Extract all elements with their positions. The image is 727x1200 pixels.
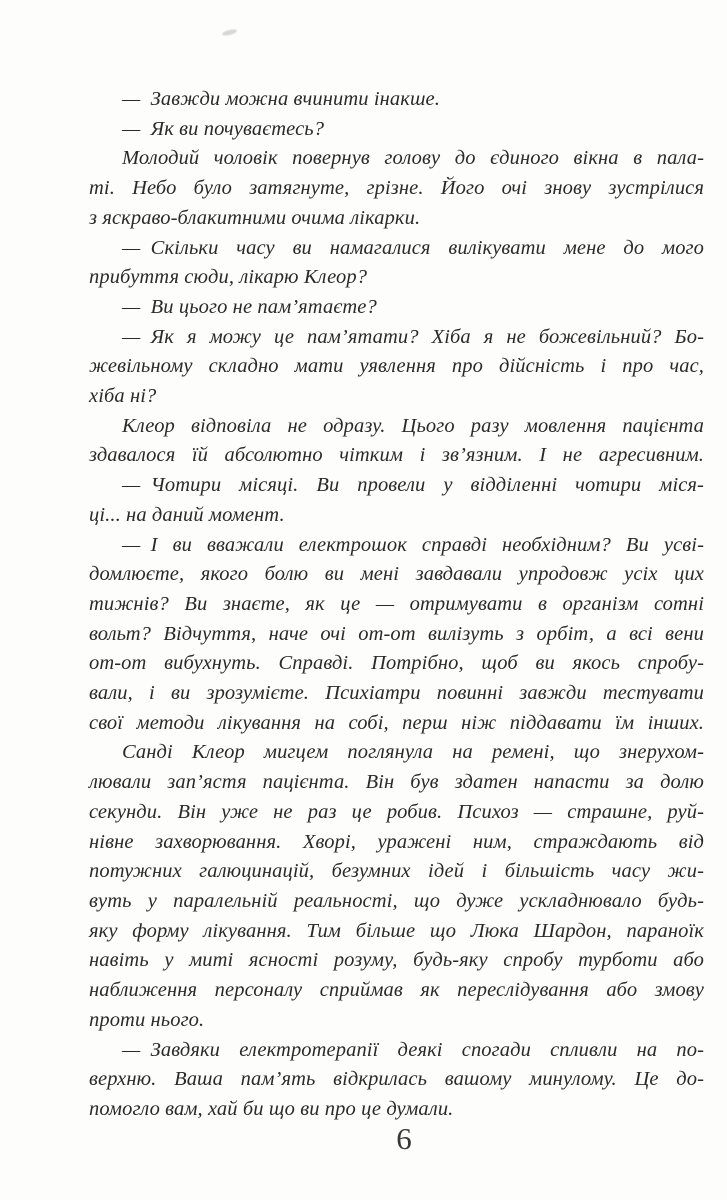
text-line: вали, і ви зрозумієте. Психіатри повинні завжди тестувати <box>89 682 704 705</box>
text-line: Клеор відповіла не одразу. Цього разу мовлення пацієнта <box>122 414 704 437</box>
text-line: з яскраво-блакитними очима лікарки. <box>89 206 421 229</box>
text-line: — Скільки часу ви намагалися вилікувати мене до мого <box>122 236 704 259</box>
page-number: 6 <box>396 1121 412 1156</box>
text-line: — Як ви почуваєтесь? <box>122 117 325 140</box>
scan-smudge-mark <box>222 28 238 36</box>
text-line: нівне захворювання. Хворі, уражені ним, страждають від <box>89 830 704 853</box>
text-line: — Чотири місяці. Ви провели у відділенні чотири міся- <box>122 474 704 497</box>
text-line: вуть у паралельній реальності, що дуже ускладнювало будь- <box>89 889 704 912</box>
text-line: домлюєте, якого болю ви мені завдавали упродовж усіх цих <box>89 563 704 586</box>
text-line: наближення персоналу сприймав як переслідування або змову <box>89 979 704 1002</box>
text-line: яку форму лікування. Тим більше що Люка Шардон, параноїк <box>89 919 704 942</box>
text-line: лювали зап’ястя пацієнта. Він був здатен напасти за долю <box>89 771 704 794</box>
text-line: от-от вибухнуть. Справді. Потрібно, щоб ви якось спробу- <box>89 652 704 675</box>
text-line: здавалося їй абсолютно чітким і зв’язним. І не агресивним. <box>89 444 704 467</box>
text-line: — Завдяки електротерапії деякі спогади спливли на по- <box>122 1038 704 1061</box>
text-line: потужних галюцинацій, безумних ідей і більшість часу жи- <box>89 860 704 883</box>
text-line: прибуття сюди, лікарю Клеор? <box>89 266 368 289</box>
text-line: вольт? Відчуття, наче очі от-от вилізуть з орбіт, а всі вени <box>89 622 704 645</box>
text-line: верхню. Ваша пам’ять відкрилась вашому минулому. Це до- <box>89 1068 704 1091</box>
text-line: помогло вам, хай би що ви про це думали. <box>89 1097 454 1120</box>
text-line: — Як я можу це пам’ятати? Хіба я не божевільний? Бо- <box>122 325 704 348</box>
text-line: тижнів? Ви знаєте, як це — отримувати в організм сотні <box>89 592 704 615</box>
text-line: навіть у миті ясності розуму, будь-яку спробу турботи або <box>89 949 704 972</box>
text-line: хіба ні? <box>89 385 157 408</box>
text-line: Молодий чоловік повернув голову до єдиного вікна в пала- <box>122 147 704 170</box>
text-line: свої методи лікування на собі, перш ніж піддавати їм інших. <box>89 711 704 734</box>
text-line: — Ви цього не пам’ятаєте? <box>122 295 377 318</box>
text-line: — І ви вважали електрошок справді необхідним? Ви усві- <box>122 533 704 556</box>
page-text <box>89 85 704 1125</box>
text-line: Санді Клеор мигцем поглянула на ремені, що знерухом- <box>122 741 704 764</box>
text-line: секунди. Він уже не раз це робив. Психоз — страшне, руй- <box>89 800 704 823</box>
text-line: жевільному складно мати уявлення про дійсність і про час, <box>89 355 704 378</box>
text-line: — Завжди можна вчинити інакше. <box>122 88 440 110</box>
text-line: проти нього. <box>89 1008 205 1031</box>
text-line: ці... на даний момент. <box>89 503 285 526</box>
text-line: ті. Небо було затягнуте, грізне. Його очі знову зустрілися <box>89 177 704 200</box>
